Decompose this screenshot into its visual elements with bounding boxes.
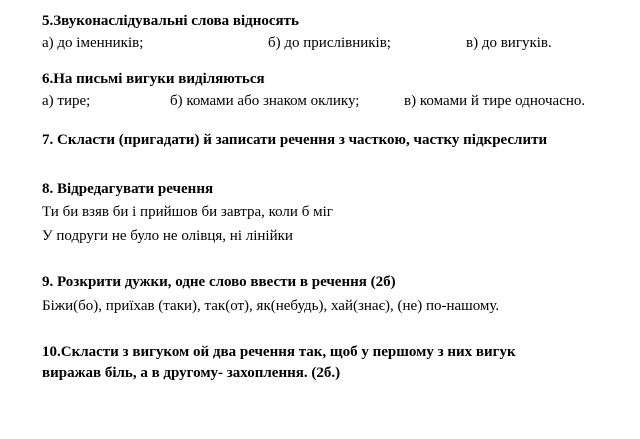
question-5-option-c: в) до вигуків. — [466, 35, 552, 51]
question-7-title: 7. Скласти (пригадати) й записати речення з часткою, частку підкреслити — [42, 132, 548, 148]
question-6-option-a: а) тире; — [42, 93, 91, 109]
question-9-title: 9. Розкрити дужки, одне слово ввести в речення (2б) — [42, 274, 396, 290]
question-6-title: 6.На письмі вигуки виділяються — [42, 71, 265, 87]
question-9-text: Біжи(бо), приїхав (таки), так(от), як(небудь), хай(знає), (не) по-нашому. — [42, 298, 500, 314]
question-8-sentence-2: У подруги не було не олівця, ні лінійки — [42, 228, 293, 244]
question-8-title: 8. Відредагувати речення — [42, 181, 214, 197]
question-5-option-b: б) до прислівників; — [268, 35, 391, 51]
question-10-line-1: 10.Скласти з вигуком ой два речення так, щоб у першому з них вигук — [42, 344, 516, 360]
question-5-title: 5.Звуконаслідувальні слова відносять — [42, 13, 299, 29]
question-6-option-c: в) комами й тире одночасно. — [404, 93, 586, 109]
question-6-option-b: б) комами або знаком оклику; — [170, 93, 360, 109]
question-10-line-2: виражав біль, а в другому- захоплення. (2б.) — [42, 365, 341, 381]
question-8-sentence-1: Ти би взяв би і прийшов би завтра, коли б міг — [42, 204, 333, 220]
question-5-option-a: а) до іменників; — [42, 35, 144, 51]
